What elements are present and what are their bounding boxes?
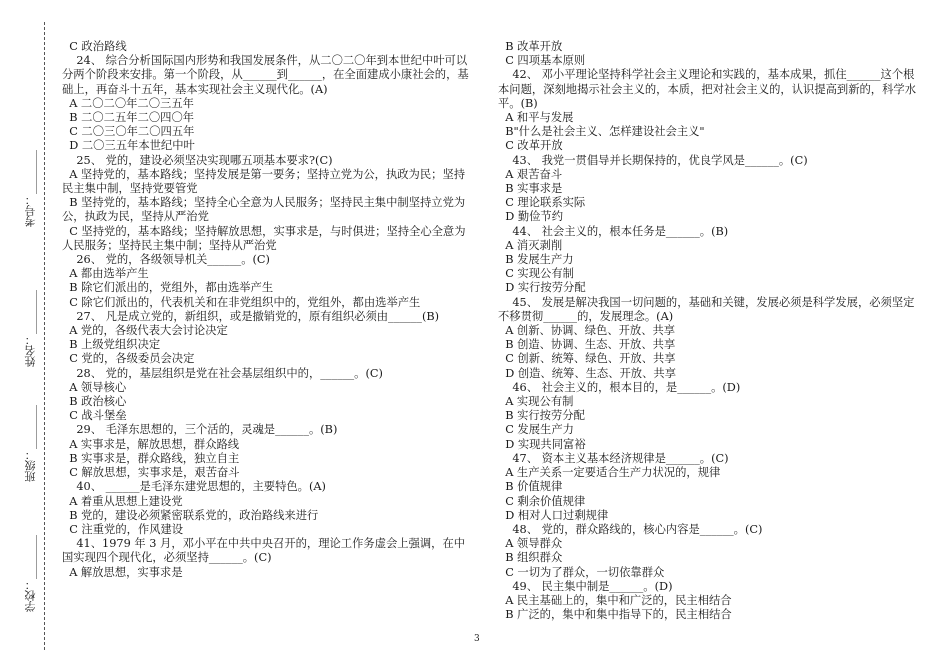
- text-line: 40、 ______是毛泽东建党思想的，主要特色。(A): [62, 480, 326, 494]
- page-number: 3: [474, 634, 480, 644]
- text-line: C 党的，各级委员会决定: [62, 352, 195, 366]
- text-line: 45、 发展是解决我国一切问题的，基础和关键，发展必须是科学发展，必须坚定不移贯彻______的，发展理念。(A): [498, 295, 915, 323]
- text-line: C 理论联系实际: [498, 196, 586, 210]
- text-line: 48、 党的，群众路线的，核心内容是______。(C): [498, 522, 763, 536]
- text-line: A 消灭剥削: [498, 238, 563, 252]
- text-line: A 实现公有制: [498, 395, 574, 409]
- text-line: B 二〇二五年二〇四〇年: [62, 111, 195, 125]
- text-line: C 创新、统筹、绿色、开放、共享: [498, 352, 676, 366]
- text-line: 42、 邓小平理论坚持科学社会主义理论和实践的，基本成果，抓住______这个根本问题，深刻地揭示社会主义的，本质，把对社会主义的，认识提高到新的，科学水平。(B): [498, 68, 916, 110]
- text-line: 44、 社会主义的，根本任务是______。(B): [498, 224, 729, 238]
- text-line: A 艰苦奋斗: [498, 167, 563, 181]
- text-line: D 实现共同富裕: [498, 437, 586, 451]
- text-line: A 都由选举产生: [62, 267, 149, 281]
- text-line: C 发展生产力: [498, 423, 574, 437]
- text-line: D 创造、统筹、生态、开放、共享: [498, 366, 676, 380]
- text-line: B 创造、协调、生态、开放、共享: [498, 338, 676, 352]
- binding-cut-line: [44, 22, 45, 650]
- right-column: [498, 40, 918, 622]
- text-line: B 除它们派出的，党组外，都由选举产生: [62, 281, 274, 295]
- text-line: 27、 凡是成立党的，新组织，或是撤销党的，原有组织必须由______(B): [62, 309, 440, 323]
- text-line: B 实事求是: [498, 182, 563, 196]
- text-line: D 勤俭节约: [498, 210, 564, 224]
- text-line: C 解放思想，实事求是，艰苦奋斗: [62, 466, 240, 480]
- text-line: C 一切为了群众，一切依靠群众: [498, 565, 665, 579]
- binding-margin: [0, 0, 60, 671]
- text-line: A 创新、协调、绿色、开放、共享: [498, 324, 676, 338]
- text-line: B 实行按劳分配: [498, 409, 585, 423]
- text-line: B"什么是社会主义、怎样建设社会主义": [498, 125, 705, 139]
- text-line: D 实行按劳分配: [498, 281, 586, 295]
- text-line: A 领导群众: [498, 537, 563, 551]
- text-line: A 实事求是，解放思想，群众路线: [62, 437, 240, 451]
- text-line: C 政治路线: [62, 40, 127, 53]
- text-line: A 解放思想，实事求是: [62, 565, 183, 579]
- text-line: 26、 党的，各级领导机关______。(C): [62, 253, 270, 267]
- text-line: A 民主基础上的，集中和广泛的，民主相结合: [498, 593, 732, 607]
- text-line: 25、 党的，建设必须坚决实现哪五项基本要求?(C): [62, 153, 333, 167]
- text-line: C 战斗堡垒: [62, 409, 127, 423]
- text-line: A 坚持党的，基本路线；坚持发展是第一要务；坚持立党为公，执政为民；坚持民主集中制，坚持党要管党: [62, 167, 466, 196]
- text-line: B 坚持党的，基本路线；坚持全心全意为人民服务；坚持民主集中制坚持立党为公，执政为民，坚持从严治党: [62, 196, 466, 224]
- text-line: D 相对人口过剩规律: [498, 508, 609, 522]
- text-line: C 注重党的，作风建设: [62, 522, 184, 536]
- text-line: A 生产关系一定要适合生产力状况的，规律: [498, 466, 721, 480]
- text-line: B 政治核心: [62, 395, 127, 409]
- text-line: B 改革开放: [498, 40, 563, 53]
- text-line: B 上级党组织决定: [62, 338, 161, 352]
- text-line: C 二〇三〇年二〇四五年: [62, 125, 195, 139]
- text-line: C 除它们派出的，代表机关和在非党组织中的，党组外，都由选举产生: [62, 295, 421, 309]
- text-line: 41、1979 年 3 月，邓小平在中共中央召开的，理论工作务虚会上强调，在中国实现四个现代化，必须坚持______。(C): [62, 537, 466, 565]
- text-line: A 着重从思想上建设党: [62, 494, 183, 508]
- class-label: 班级：________: [24, 405, 37, 482]
- text-line: 29、 毛泽东思想的，三个活的，灵魂是______。(B): [62, 423, 338, 437]
- text-line: C 实现公有制: [498, 267, 574, 281]
- text-line: C 四项基本原则: [498, 54, 586, 68]
- name-label: 姓名：________: [24, 290, 37, 367]
- text-line: C 坚持党的，基本路线；坚持解放思想，实事求是，与时俱进；坚持全心全意为人民服务；坚持民主集中制；坚持从严治党: [62, 224, 466, 252]
- text-line: B 组织群众: [498, 551, 563, 565]
- text-line: 47、 资本主义基本经济规律是______。(C): [498, 451, 729, 465]
- text-line: A 二〇二〇年二〇三五年: [62, 96, 194, 110]
- text-line: A 领导核心: [62, 380, 127, 394]
- text-line: B 党的，建设必须紧密联系党的，政治路线来进行: [62, 508, 319, 522]
- text-line: B 实事求是，群众路线，独立自主: [62, 451, 240, 465]
- left-column: [62, 40, 474, 580]
- text-line: 28、 党的，基层组织是党在社会基层组织中的，______。(C): [62, 366, 383, 380]
- text-line: A 和平与发展: [498, 111, 574, 125]
- text-line: B 发展生产力: [498, 253, 574, 267]
- text-line: D 二〇三五年本世纪中叶: [62, 139, 195, 153]
- exam-number-label: 考号：________: [24, 150, 37, 227]
- text-line: B 广泛的，集中和集中指导下的，民主相结合: [498, 608, 732, 622]
- text-line: 49、 民主集中制是______。(D): [498, 579, 673, 593]
- text-line: B 价值规律: [498, 480, 563, 494]
- text-line: C 剩余价值规律: [498, 494, 586, 508]
- text-line: A 党的，各级代表大会讨论决定: [62, 324, 228, 338]
- text-line: C 改革开放: [498, 139, 563, 153]
- text-line: 43、 我党一贯倡导并长期保持的，优良学风是______。(C): [498, 153, 808, 167]
- school-label: 学校：________: [24, 535, 37, 612]
- text-line: 46、 社会主义的，根本目的，是______。(D): [498, 380, 741, 394]
- text-line: 24、 综合分析国际国内形势和我国发展条件，从二〇二〇年到本世纪中叶可以分两个阶段来安排。第一个阶段，从______到______，在全面建成小康社会的，基础上，再奋斗十五年，基本实现社会主义现代化。(A): [62, 54, 469, 96]
